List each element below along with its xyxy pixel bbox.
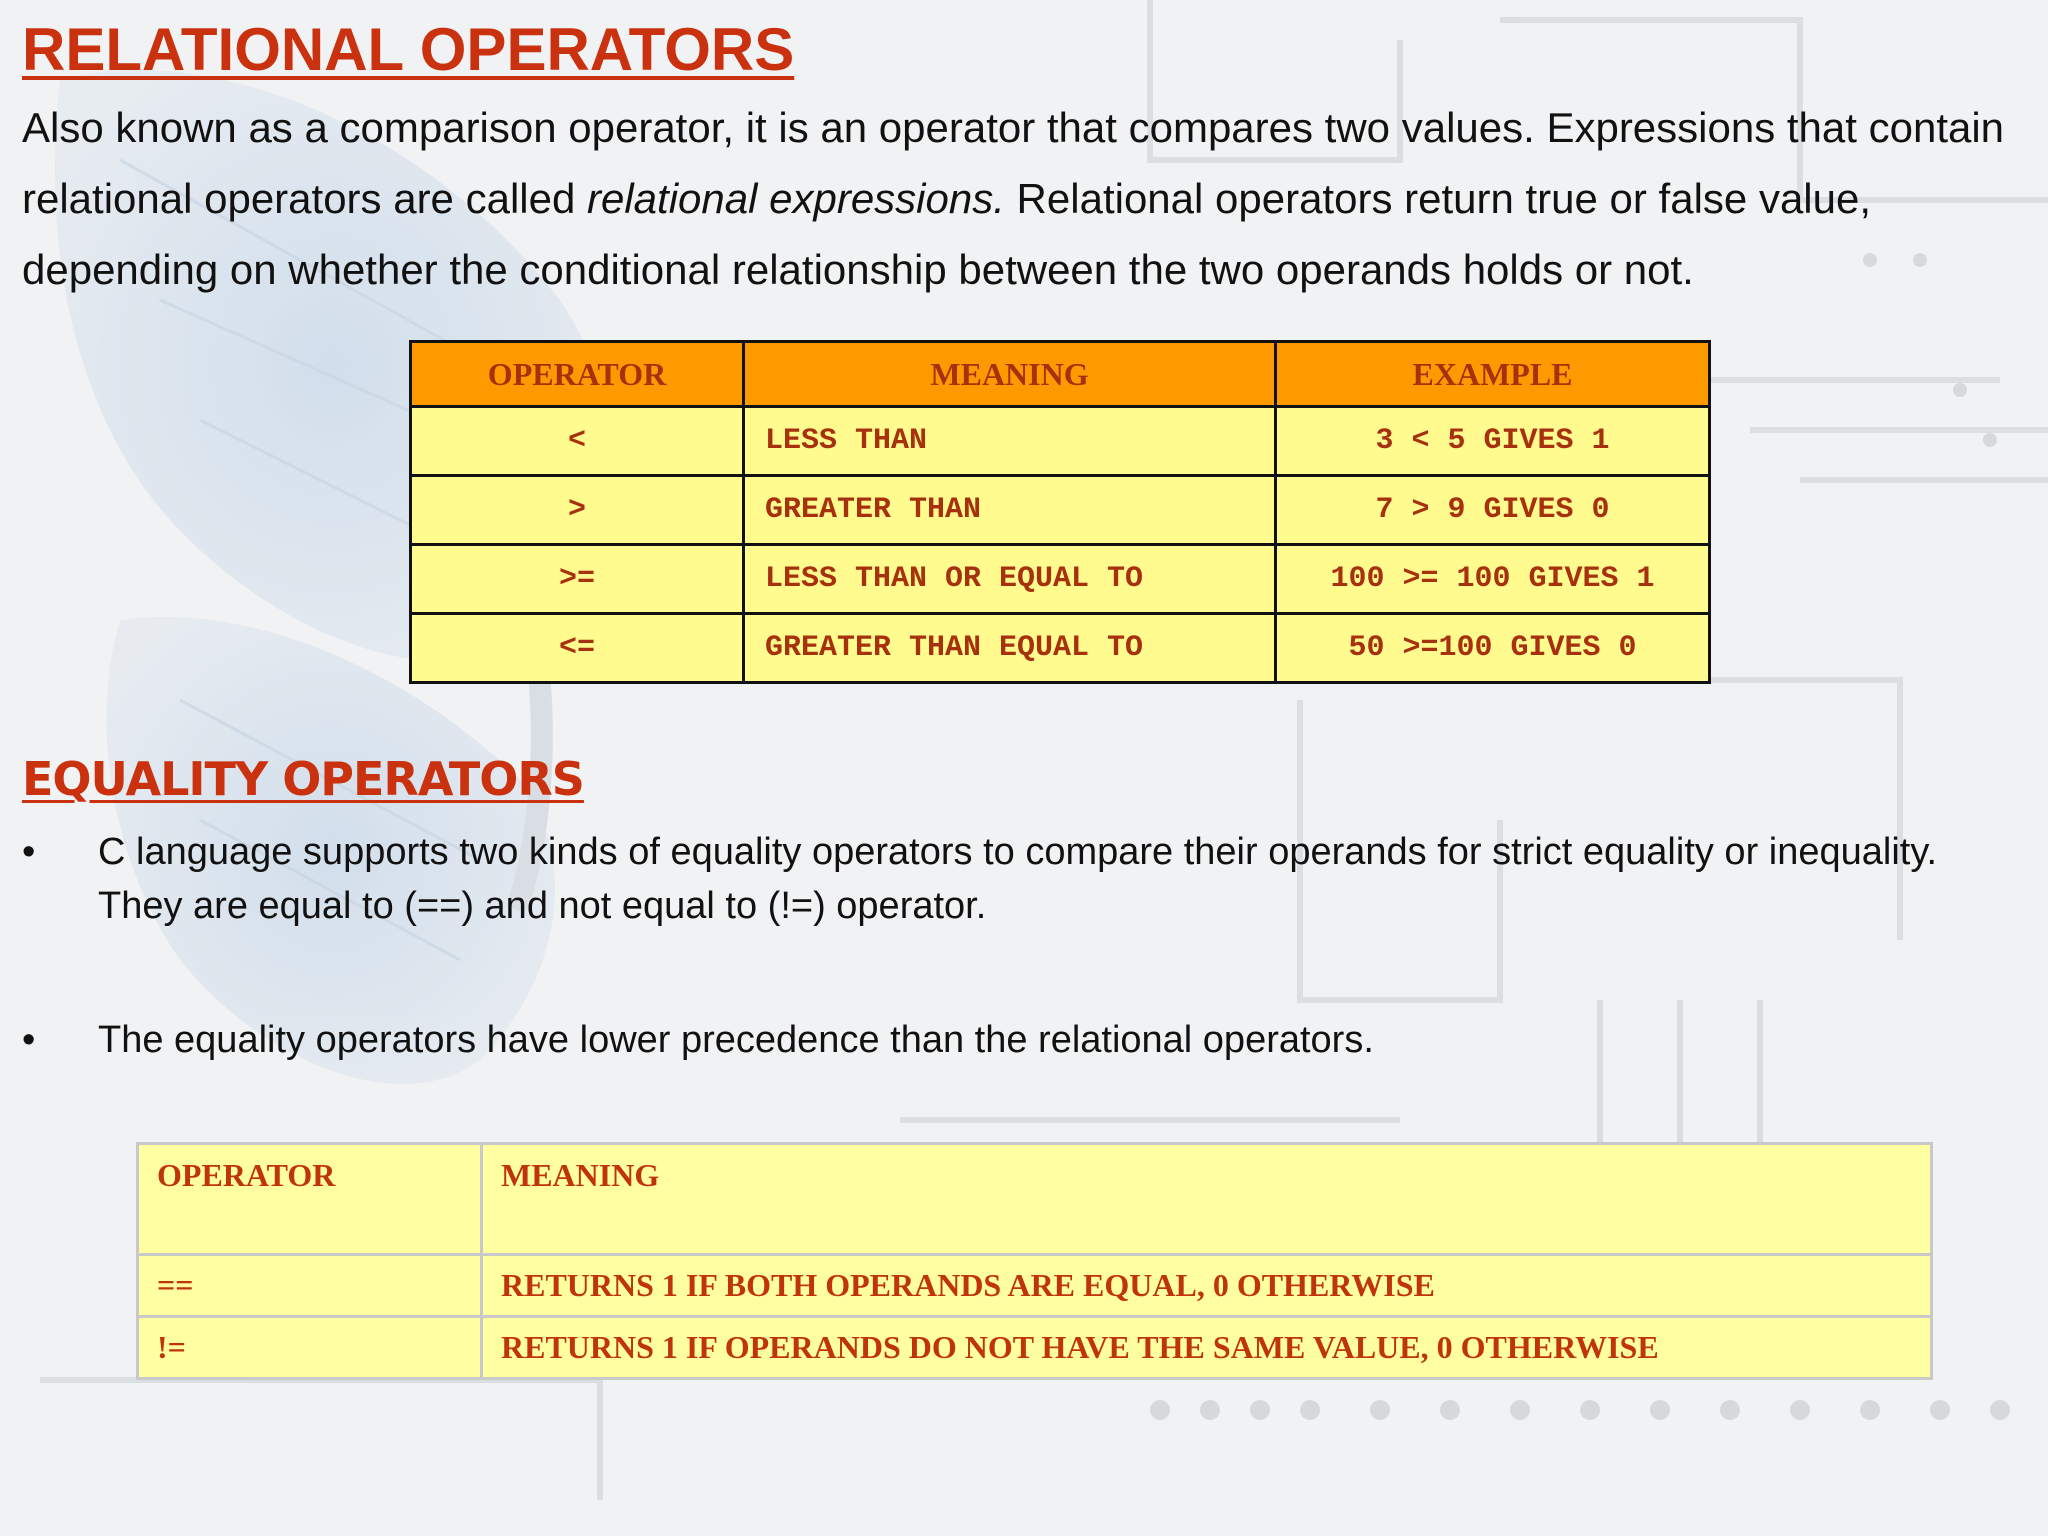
table-header-row — [411, 342, 1710, 407]
operator-cell: >= — [411, 545, 744, 614]
header-example: EXAMPLE — [1276, 342, 1710, 407]
operator-cell: <= — [411, 614, 744, 683]
relational-operators-table — [409, 340, 1711, 684]
example-cell: 100 >= 100 GIVES 1 — [1276, 545, 1710, 614]
bullet-text: C language supports two kinds of equality operators to compare their operands for strict equality or inequality. They are equal to (==) and not equal to (!=) operator. — [98, 831, 1938, 927]
operator-cell: < — [411, 407, 744, 476]
bullet-item — [22, 825, 1982, 933]
header-meaning: MEANING — [482, 1144, 1932, 1255]
intro-text-part2: Relational operators return true or false value, depending on whether the conditional relationship between the two operands holds or not. — [22, 175, 1872, 293]
table-row — [411, 476, 1710, 545]
intro-italic-term: relational expressions. — [587, 175, 1005, 222]
bullet-text: The equality operators have lower precedence than the relational operators. — [98, 1019, 1374, 1061]
intro-paragraph — [22, 92, 2022, 305]
example-cell: 3 < 5 GIVES 1 — [1276, 407, 1710, 476]
meaning-cell: RETURNS 1 IF BOTH OPERANDS ARE EQUAL, 0 OTHERWISE — [482, 1255, 1932, 1317]
operator-cell: != — [138, 1317, 482, 1379]
meaning-cell: LESS THAN OR EQUAL TO — [744, 545, 1276, 614]
equality-heading: EQUALITY OPERATORS — [22, 752, 584, 806]
table-row — [411, 545, 1710, 614]
header-meaning: MEANING — [744, 342, 1276, 407]
meaning-cell: GREATER THAN — [744, 476, 1276, 545]
bullet-icon: • — [22, 831, 36, 873]
meaning-cell: RETURNS 1 IF OPERANDS DO NOT HAVE THE SAME VALUE, 0 OTHERWISE — [482, 1317, 1932, 1379]
table-header-row — [138, 1144, 1932, 1255]
example-cell: 50 >=100 GIVES 0 — [1276, 614, 1710, 683]
meaning-cell: LESS THAN — [744, 407, 1276, 476]
bullet-icon: • — [22, 1019, 36, 1061]
bullet-item — [22, 1013, 1982, 1067]
table-row — [411, 614, 1710, 683]
operator-cell: == — [138, 1255, 482, 1317]
intro-text-part1: Also known as a comparison operator, it is an operator that compares two values. Expressions that contain relational operators are called — [22, 104, 2005, 222]
meaning-cell: GREATER THAN EQUAL TO — [744, 614, 1276, 683]
operator-cell: > — [411, 476, 744, 545]
equality-operators-table — [136, 1142, 1933, 1380]
table-row — [411, 407, 1710, 476]
page-title: RELATIONAL OPERATORS — [22, 16, 795, 83]
example-cell: 7 > 9 GIVES 0 — [1276, 476, 1710, 545]
table-row — [138, 1255, 1932, 1317]
header-operator: OPERATOR — [411, 342, 744, 407]
header-operator: OPERATOR — [138, 1144, 482, 1255]
table-row — [138, 1317, 1932, 1379]
